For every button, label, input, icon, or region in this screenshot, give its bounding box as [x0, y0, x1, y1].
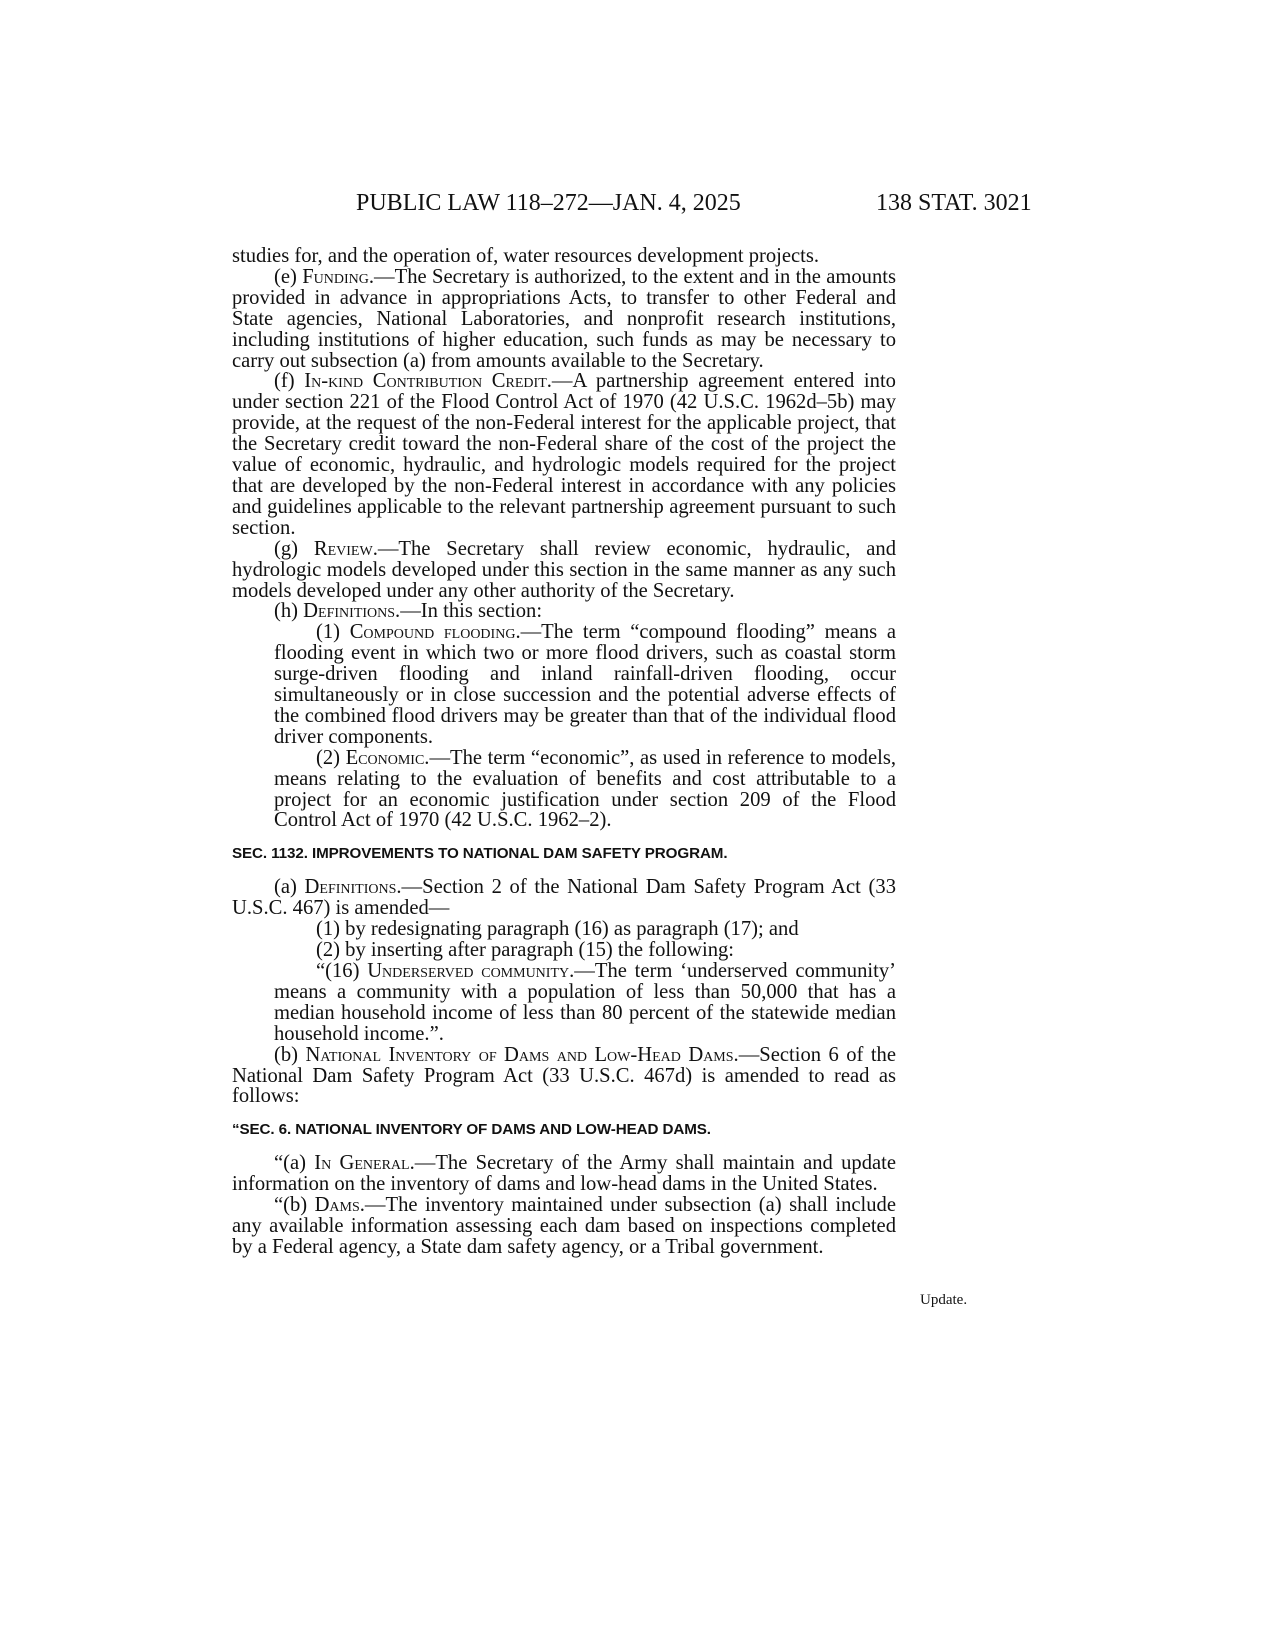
- heading-in-kind-credit: In-kind Contribution Credit: [304, 370, 547, 393]
- heading-economic: Economic: [345, 746, 425, 769]
- subsection-b: (b) National Inventory of Dams and Low-Head Dams.—Section 6 of the National Dam Safety Program Act (33 U.S.C. 467d) is amended to read as follows:: [232, 1043, 896, 1108]
- heading-compound-flooding: Compound flooding: [349, 621, 516, 644]
- heading-review: Review: [313, 537, 373, 560]
- heading-underserved-community: Underserved community: [367, 960, 570, 982]
- section-1132-heading: SEC. 1132. IMPROVEMENTS TO NATIONAL DAM SAFETY PROGRAM.: [232, 845, 728, 863]
- paragraph-a2: (2) by inserting after paragraph (15) the following:: [316, 939, 735, 962]
- subsection-a: (a) Definitions.—Section 2 of the National Dam Safety Program Act (33 U.S.C. 467) is amended—: [232, 876, 897, 920]
- stat-page-number: 138 STAT. 3021: [876, 190, 1032, 216]
- heading-definitions-a: Definitions: [304, 876, 397, 899]
- page-header: [0, 190, 1275, 222]
- subsection-6a: “(a) In General.—The Secretary of the Army shall maintain and update information on the inventory of dams and low-head dams in the United States.: [232, 1152, 897, 1196]
- section-6-heading: “SEC. 6. NATIONAL INVENTORY OF DAMS AND LOW-HEAD DAMS.: [232, 1121, 711, 1139]
- paragraph-16: “(16) Underserved community.—The term ‘underserved community’ means a community with a population of less than 50,000 that has a median household income of less than 80 percent of the statewide median household income.”.: [274, 960, 896, 1045]
- heading-dams: Dams: [314, 1194, 360, 1217]
- document-body: [232, 246, 896, 1258]
- heading-in-general: In General: [314, 1152, 410, 1175]
- paragraph-h1: (1) Compound flooding.—The term “compound flooding” means a flooding event in which two or more flood drivers, such as coastal storm surge-driven flooding and inland rainfall-driven flooding, occur simultaneously or in close succession and the potential adverse effects of the combined flood drivers may be greater than that of the individual flood driver components.: [274, 621, 897, 748]
- heading-funding: Funding: [302, 265, 369, 288]
- heading-definitions: Definitions: [303, 600, 396, 623]
- paragraph-h2: (2) Economic.—The term “economic”, as used in reference to models, means relating to the evaluation of benefits and cost attributable to a project for an economic justification under section 209 of the Flood Control Act of 1970 (42 U.S.C. 1962–2).: [274, 746, 896, 832]
- inserted-text-block: [232, 961, 896, 1045]
- heading-national-inventory: National Inventory of Dams and Low-Head Dams: [305, 1043, 734, 1066]
- paragraph-continuation: studies for, and the operation of, water resources development projects.: [232, 245, 820, 267]
- running-title: PUBLIC LAW 118–272—JAN. 4, 2025: [356, 190, 741, 216]
- subsection-h: (h) Definitions.—In this section:: [274, 600, 543, 623]
- definitions-block: [232, 622, 896, 831]
- subsection-6b: “(b) Dams.—The inventory maintained under subsection (a) shall include any available information assessing each dam based on inspections completed by a Federal agency, a State dam safety agency, or a Tribal government.: [232, 1194, 896, 1258]
- subsection-f: (f) In-kind Contribution Credit.—A partnership agreement entered into under section 221 of the Flood Control Act of 1970 (42 U.S.C. 1962d–5b) may provide, at the request of the non-Federal interest for the applicable project, that the Secretary credit toward the non-Federal share of the cost of the project the value of economic, hydraulic, and hydrologic models required for the project that are developed by the non-Federal interest in accordance with any policies and guidelines applicable to the relevant partnership agreement pursuant to such section.: [232, 370, 896, 539]
- margin-note: Update.: [920, 1292, 968, 1308]
- subsection-e: (e) Funding.—The Secretary is authorized, to the extent and in the amounts provided in advance in appropriations Acts, to transfer to other Federal and State agencies, National Laboratories, and nonprofit research institutions, including institutions of higher education, such funds as may be necessary to carry out subsection (a) from amounts available to the Secretary.: [232, 265, 896, 372]
- subsection-g: (g) Review.—The Secretary shall review economic, hydraulic, and hydrologic models developed under this section in the same manner as any such models developed under any other authority of the Secretary.: [232, 537, 896, 602]
- paragraph-a1: (1) by redesignating paragraph (16) as paragraph (17); and: [316, 918, 799, 941]
